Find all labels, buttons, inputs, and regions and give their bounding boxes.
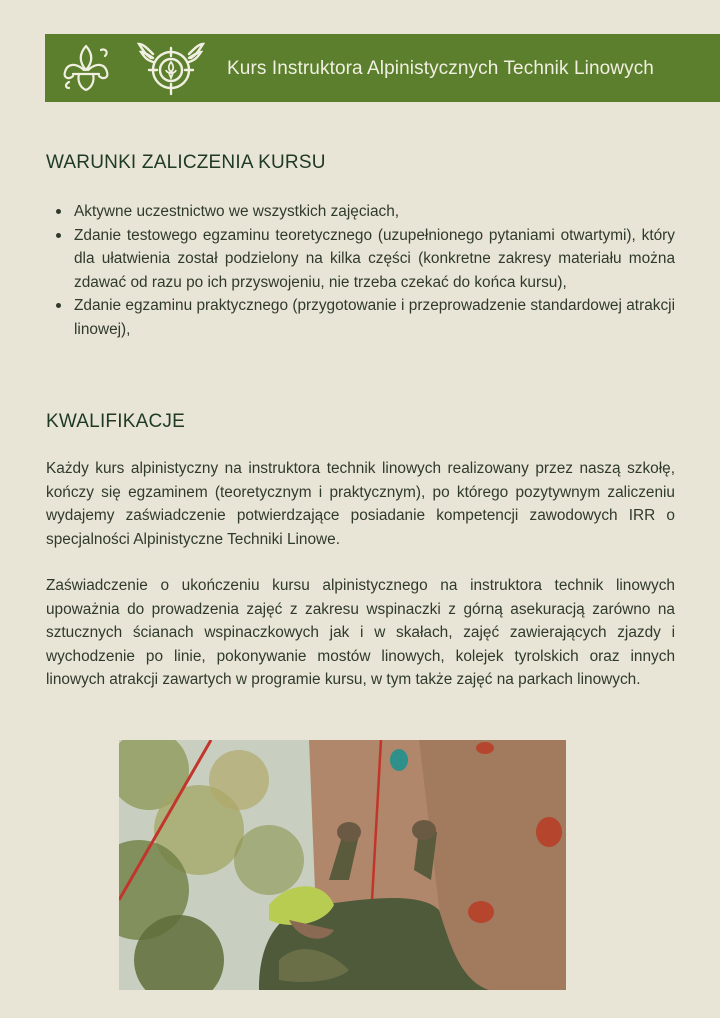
climbing-wall-photo: [119, 740, 566, 990]
header-banner: [45, 34, 720, 102]
qualifications-paragraph-2: Zaświadczenie o ukończeniu kursu alpinistycznego na instruktora technik linowych upoważnia do prowadzenia zajęć z zakresu wspinaczki z górną asekuracją zarówno na sztucznych ścianach wspinaczkowych jak i w skałach, zajęć zawierających zjazdy i wychodzenie po linie, pokonywanie mostów linowych, kolejek tyrolskich oraz innych linowych atrakcji zawartych w programie kursu, w tym także zajęć na parkach linowych.: [46, 577, 675, 689]
list-item: Zdanie egzaminu praktycznego (przygotowanie i przeprowadzenie standardowej atrakcji linowej),: [46, 294, 675, 341]
qualifications-heading: KWALIFIKACJE: [46, 411, 185, 432]
climbing-wall-illustration: [119, 740, 566, 990]
winged-target-emblem-icon: [137, 40, 205, 98]
list-item: Zdanie testowego egzaminu teoretycznego (uzupełnionego pytaniami otwartymi), który dla ułatwienia został podzielony na kilka części (konkretne zakresy materiału można zdawać od razu po ich przyswojeniu, nie trzeba czekać do końca kursu),: [46, 224, 675, 295]
scout-lily-icon: [57, 42, 115, 94]
header-title: Kurs Instruktora Alpinistycznych Technik Linowych: [227, 58, 654, 79]
conditions-heading: WARUNKI ZALICZENIA KURSU: [46, 152, 326, 173]
qualifications-paragraph-1: Każdy kurs alpinistyczny na instruktora technik linowych realizowany przez naszą szkołę, kończy się egzaminem (teoretycznym i praktycznym), po którego pozytywnym zaliczeniu wydajemy zaświadczenie potwierdzające posiadanie kompetencji zawodowych IRR o specjalności Alpinistyczne Techniki Linowe.: [46, 460, 675, 548]
list-item: Aktywne uczestnictwo we wszystkich zajęciach,: [46, 200, 675, 224]
conditions-list: [46, 200, 675, 341]
